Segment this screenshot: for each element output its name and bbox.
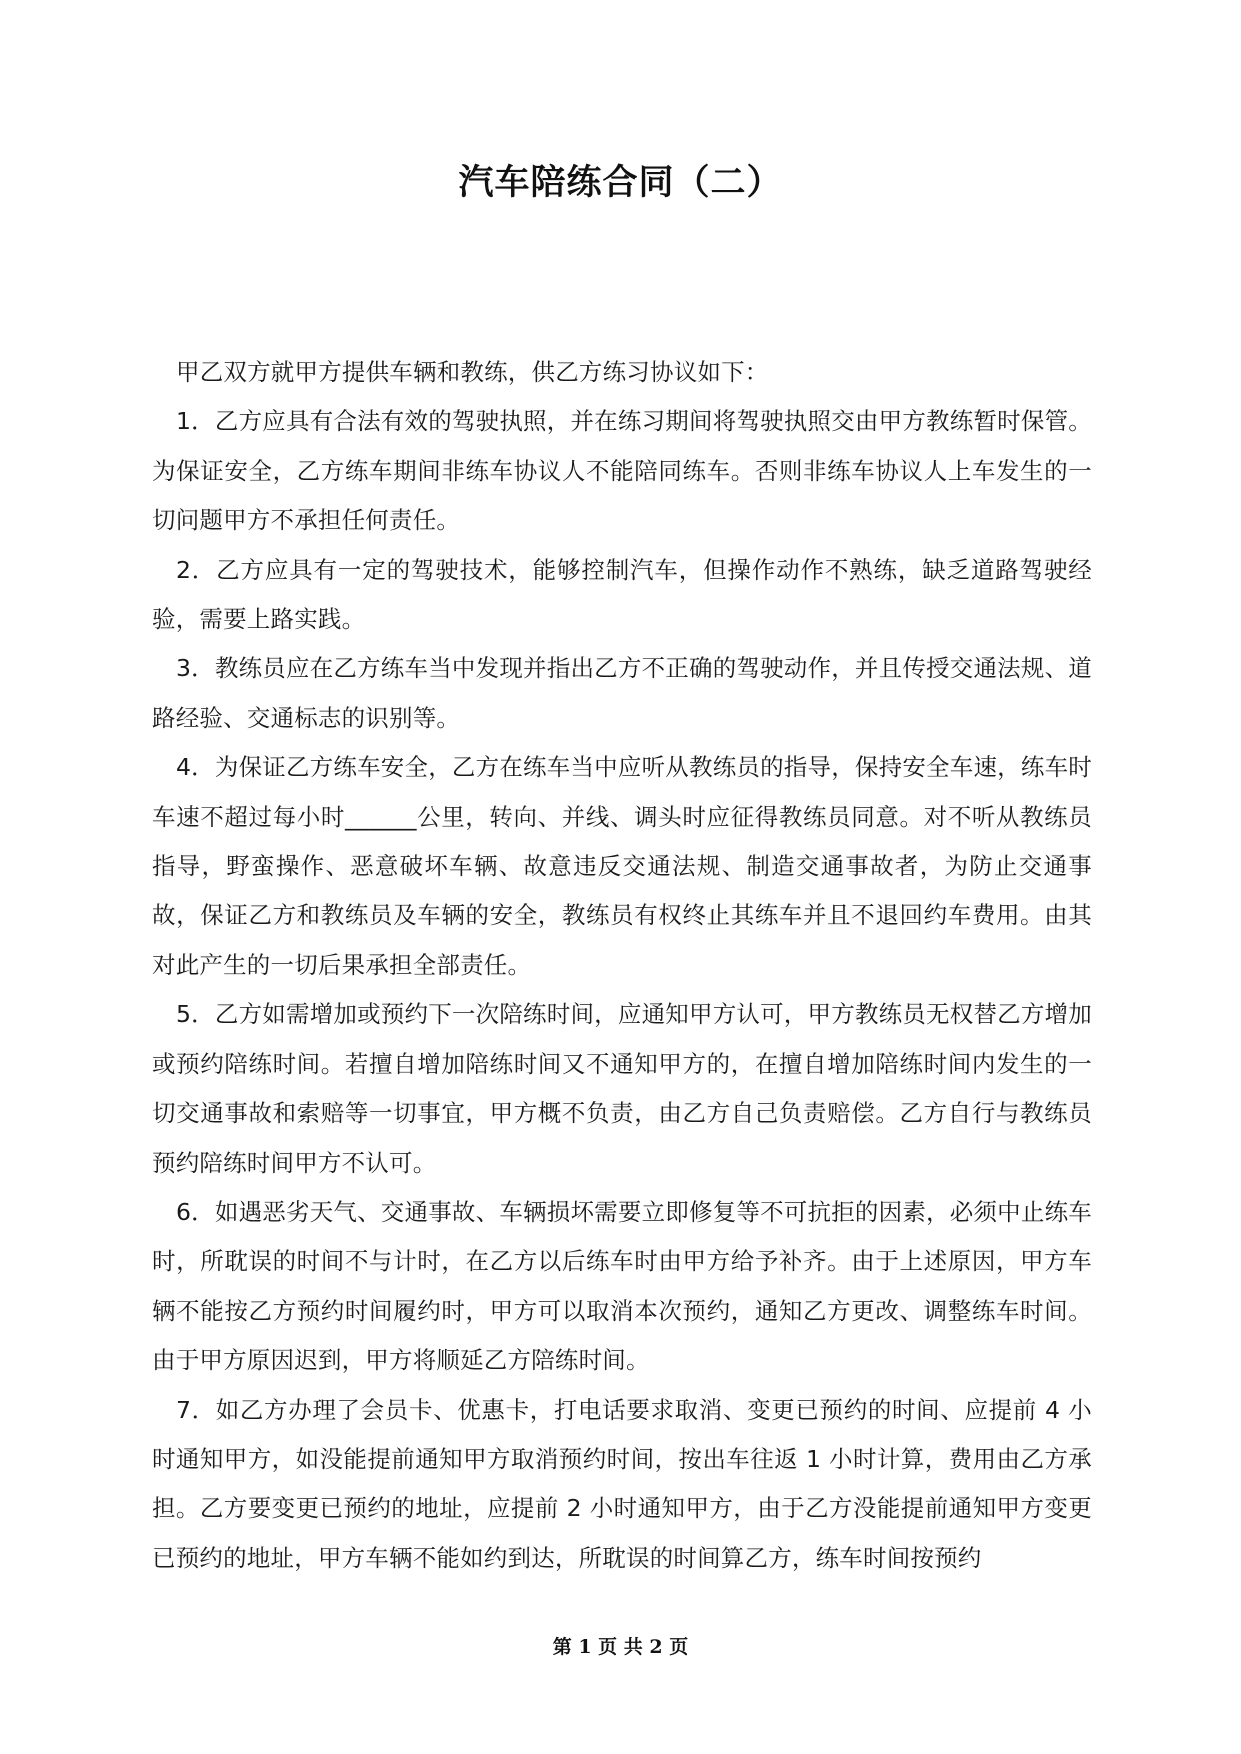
clause-7: 7．如乙方办理了会员卡、优惠卡，打电话要求取消、变更已预约的时间、应提前 4 小时通知甲方，如没能提前通知甲方取消预约时间，按出车往返 1 小时计算，费用由乙方承担。乙方要变更已预约的地址，应提前 2 小时通知甲方，由于乙方没能提前通知甲方变更已预约的地址，甲方车辆不能如约到达，所耽误的时间算乙方，练车时间按预约 <box>152 1395 1092 1572</box>
page-number-footer: 第 1 页 共 2 页 <box>552 1636 689 1658</box>
document-title: 汽车陪练合同（二） <box>458 163 783 203</box>
clause-6: 6．如遇恶劣天气、交通事故、车辆损坏需要立即修复等不可抗拒的因素，必须中止练车时，所耽误的时间不与计时，在乙方以后练车时由甲方给予补齐。由于上述原因，甲方车辆不能按乙方预约时间履约时，甲方可以取消本次预约，通知乙方更改、调整练车时间。由于甲方原因迟到，甲方将顺延乙方陪练时间。 <box>152 1197 1092 1375</box>
clause-3: 3．教练员应在乙方练车当中发现并指出乙方不正确的驾驶动作，并且传授交通法规、道路经验、交通标志的识别等。 <box>152 654 1092 732</box>
clause-2: 2．乙方应具有一定的驾驶技术，能够控制汽车，但操作动作不熟练，缺乏道路驾驶经验，需要上路实践。 <box>152 555 1092 634</box>
clause-4: 4．为保证乙方练车安全，乙方在练车当中应听从教练员的指导，保持安全车速，练车时车速不超过每小时______公里，转向、并线、调头时应征得教练员同意。对不听从教练员指导，野蛮操作、恶意破坏车辆、故意违反交通法规、制造交通事故者，为防止交通事故，保证乙方和教练员及车辆的安全，教练员有权终止其练车并且不退回约车费用。由其对此产生的一切后果承担全部责任。 <box>152 753 1092 979</box>
clause-5: 5．乙方如需增加或预约下一次陪练时间，应通知甲方认可，甲方教练员无权替乙方增加或预约陪练时间。若擅自增加陪练时间又不通知甲方的，在擅自增加陪练时间内发生的一切交通事故和索赔等一切事宜，甲方概不负责，由乙方自己负责赔偿。乙方自行与教练员预约陪练时间甲方不认可。 <box>152 1000 1092 1177</box>
document-body <box>152 348 1092 1583</box>
intro-paragraph: 甲乙双方就甲方提供车辆和教练，供乙方练习协议如下： <box>176 358 769 386</box>
clause-1: 1．乙方应具有合法有效的驾驶执照，并在练习期间将驾驶执照交由甲方教练暂时保管。为保证安全，乙方练车期间非练车协议人不能陪同练车。否则非练车协议人上车发生的一切问题甲方不承担任何责任。 <box>152 407 1092 535</box>
